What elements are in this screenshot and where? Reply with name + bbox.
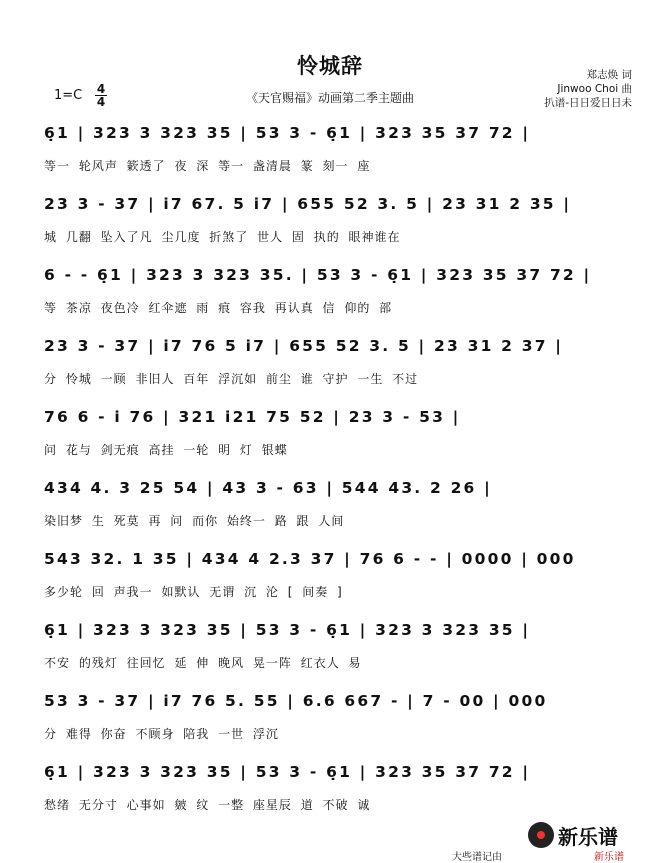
- time-signature-top: 4: [96, 82, 106, 96]
- transcriber-credit: 扒谱-日日爱日日未: [544, 97, 632, 109]
- watermark-right: 新乐谱: [594, 852, 624, 863]
- key-signature: 1=C: [54, 88, 83, 103]
- score-row: [0, 124, 660, 190]
- lyrics-line: 等一 轮风声 簌透了 夜 深 等一 盏清晨 篆 刻一 座: [44, 159, 371, 173]
- composer-credit: Jinwoo Choi 曲: [557, 83, 632, 95]
- time-signature-bottom: 4: [96, 95, 106, 109]
- site-logo: [528, 820, 618, 850]
- notes-line: 6̣1 | 323 3 323 35 | 53 3 - 6̣1 | 323 35 37 72 |: [44, 763, 531, 781]
- notes-line: 543 32. 1 35 | 434 4 2.3 37 | 76 6 - - | 0000 | 000: [44, 550, 576, 568]
- lyrics-line: 染旧梦 生 死莫 再 问 而你 始终一 路 跟 人间: [44, 514, 345, 528]
- lyrics-line: 问 花与 剑无痕 高挂 一轮 明 灯 银蝶: [44, 443, 288, 457]
- score-row: [0, 337, 660, 403]
- logo-text: 新乐谱: [558, 824, 618, 849]
- score-row: [0, 692, 660, 758]
- watermark-left: 大些谱记由: [452, 852, 502, 863]
- lyrics-line: 多少轮 回 声我一 如默认 无谓 沉 沦 [ 间奏 ]: [44, 585, 343, 599]
- notes-line: 6̣1 | 323 3 323 35 | 53 3 - 6̣1 | 323 35 37 72 |: [44, 124, 531, 142]
- lyrics-line: 不安 的残灯 往回忆 延 伸 晚风 晃一阵 红衣人 易: [44, 656, 362, 670]
- score-row: [0, 266, 660, 332]
- lyrics-line: 分 怜城 一顾 非旧人 百年 浮沉如 前尘 谁 守护 一生 不过: [44, 372, 419, 386]
- notes-line: 23 3 - 37 | i7 76 5 i7 | 655 52 3. 5 | 23 31 2 37 |: [44, 337, 564, 355]
- lyrics-line: 愁绪 无分寸 心事如 皴 纹 一整 座星辰 道 不破 诚: [44, 798, 371, 812]
- lyrics-line: 城 几翻 坠入了凡 尘几度 折煞了 世人 固 执的 眼神谁在: [44, 230, 401, 244]
- notes-line: 76 6 - i 76 | 321 i21 75 52 | 23 3 - 53 |: [44, 408, 461, 426]
- notes-line: 23 3 - 37 | i7 67. 5 i7 | 655 52 3. 5 | 23 31 2 35 |: [44, 195, 572, 213]
- score-row: [0, 479, 660, 545]
- lyrics-line: 等 茶凉 夜色冷 红伞遮 雨 痕 容我 再认真 信 仰的 部: [44, 301, 393, 315]
- credits: [544, 68, 632, 110]
- score-row: [0, 195, 660, 261]
- notes-line: 434 4. 3 25 54 | 43 3 - 63 | 544 43. 2 26 |: [44, 479, 493, 497]
- score-row: [0, 408, 660, 474]
- notes-line: 6 - - 6̣1 | 323 3 323 35. | 53 3 - 6̣1 | 323 35 37 72 |: [44, 266, 592, 284]
- lyricist-credit: 郑志焕 词: [586, 69, 632, 81]
- record-disc-icon: [528, 822, 554, 848]
- score-row: [0, 550, 660, 616]
- song-subtitle: 《天官赐福》动画第二季主题曲: [245, 91, 414, 105]
- score-row: [0, 621, 660, 687]
- notes-line: 6̣1 | 323 3 323 35 | 53 3 - 6̣1 | 323 3 323 35 |: [44, 621, 531, 639]
- song-title: 怜城辞: [297, 54, 363, 78]
- notes-line: 53 3 - 37 | i7 76 5. 55 | 6.6 667 - | 7 - 00 | 000: [44, 692, 548, 710]
- lyrics-line: 分 难得 你奋 不顾身 陪我 一世 浮沉: [44, 727, 279, 741]
- time-signature: [95, 83, 107, 108]
